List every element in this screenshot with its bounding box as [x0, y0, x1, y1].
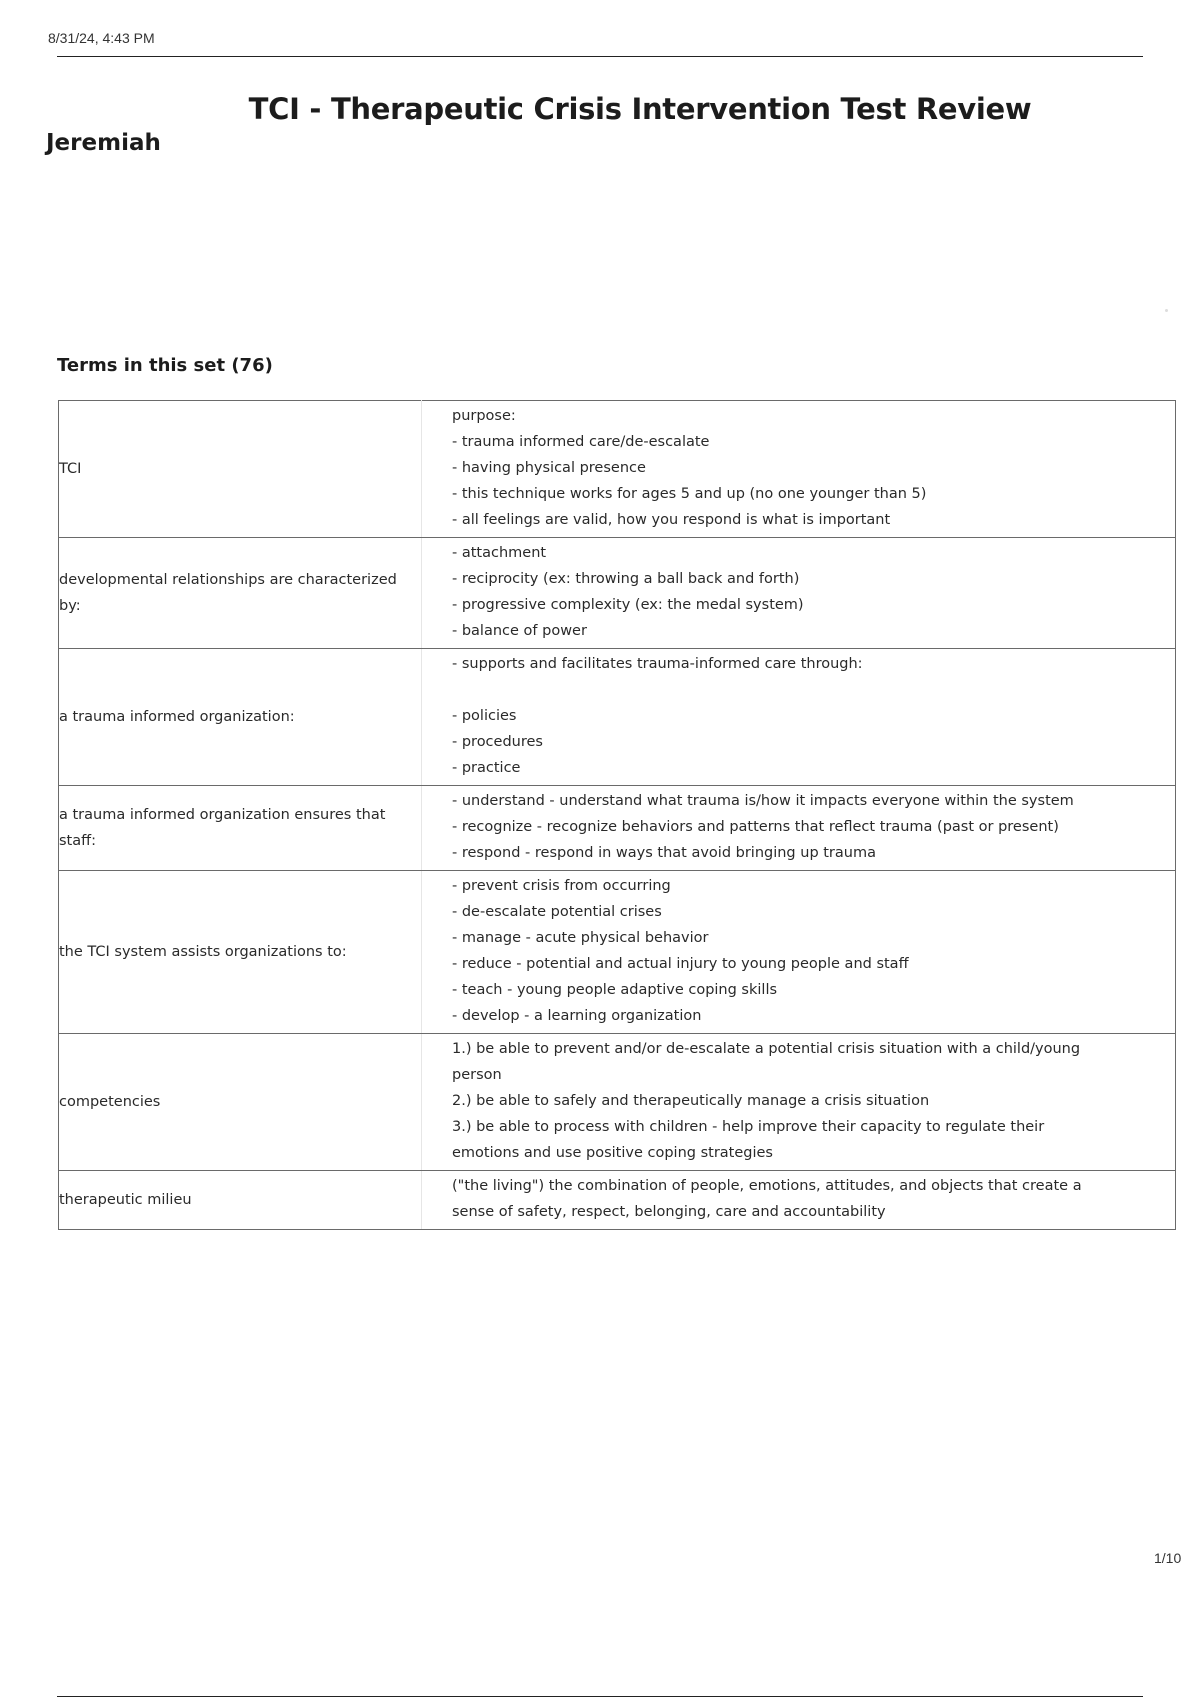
terms-count-heading: Terms in this set (76) — [57, 355, 273, 376]
definition-line: - recognize - recognize behaviors and patterns that reflect trauma (past or present) — [452, 819, 1059, 835]
term-cell: developmental relationships are characterized by: — [59, 538, 422, 649]
term-row — [59, 871, 1176, 1034]
definition-line: 2.) be able to safely and therapeutically manage a crisis situation — [452, 1093, 930, 1109]
term-cell: TCI — [59, 401, 422, 538]
definition-line: - procedures — [452, 734, 543, 750]
definition-line: - manage - acute physical behavior — [452, 930, 709, 946]
definition-line: - prevent crisis from occurring — [452, 878, 671, 894]
print-datetime: 8/31/24, 4:43 PM — [48, 30, 155, 46]
definition-cell — [422, 871, 1176, 1034]
definition-line: - practice — [452, 760, 521, 776]
definition-line: - de-escalate potential crises — [452, 904, 662, 920]
definition-line: - progressive complexity (ex: the medal system) — [452, 597, 804, 613]
term-row — [59, 786, 1176, 871]
definition-cell — [422, 786, 1176, 871]
definition-line: ("the living") the combination of people, emotions, attitudes, and objects that create a sense of safety, respect, belonging, care and accountability — [452, 1178, 1082, 1220]
term-cell: a trauma informed organization: — [59, 649, 422, 786]
definition-blank-line — [452, 677, 1115, 703]
term-row — [59, 1171, 1176, 1230]
definition-line: - policies — [452, 708, 517, 724]
header-rule — [57, 56, 1143, 57]
definition-line: - this technique works for ages 5 and up (no one younger than 5) — [452, 486, 927, 502]
definition-line: - reduce - potential and actual injury to young people and staff — [452, 956, 909, 972]
term-row — [59, 401, 1176, 538]
definition-cell — [422, 1034, 1176, 1171]
definition-line: 1.) be able to prevent and/or de-escalate a potential crisis situation with a child/young person — [452, 1041, 1081, 1083]
definition-line: - balance of power — [452, 623, 587, 639]
footer-rule — [57, 1696, 1143, 1697]
term-row — [59, 538, 1176, 649]
definition-cell — [422, 649, 1176, 786]
definition-cell — [422, 401, 1176, 538]
term-row — [59, 649, 1176, 786]
term-cell: a trauma informed organization ensures that staff: — [59, 786, 422, 871]
definition-line: - understand - understand what trauma is/how it impacts everyone within the system — [452, 793, 1074, 809]
definition-cell — [422, 538, 1176, 649]
term-cell: the TCI system assists organizations to: — [59, 871, 422, 1034]
definition-line: - reciprocity (ex: throwing a ball back and forth) — [452, 571, 800, 587]
definition-line: 3.) be able to process with children - help improve their capacity to regulate their emotions and use positive coping strategies — [452, 1119, 1045, 1161]
term-cell: therapeutic milieu — [59, 1171, 422, 1230]
definition-line: - all feelings are valid, how you respond is what is important — [452, 512, 891, 528]
page-number: 1/10 — [1154, 1550, 1182, 1566]
definition-line: - having physical presence — [452, 460, 646, 476]
term-cell: competencies — [59, 1034, 422, 1171]
definition-line: purpose: — [452, 408, 516, 424]
definition-line: - develop - a learning organization — [452, 1008, 702, 1024]
page-title: TCI - Therapeutic Crisis Intervention Test Review — [248, 92, 1032, 126]
definition-line: - trauma informed care/de-escalate — [452, 434, 710, 450]
stray-dot-mark — [1165, 309, 1168, 312]
definition-cell — [422, 1171, 1176, 1230]
terms-table — [58, 400, 1176, 1230]
author-name: Jeremiah — [46, 130, 161, 156]
definition-line: - respond - respond in ways that avoid bringing up trauma — [452, 845, 876, 861]
term-row — [59, 1034, 1176, 1171]
terms-table-body — [59, 401, 1176, 1230]
definition-line: - supports and facilitates trauma-informed care through: — [452, 656, 863, 672]
definition-line: - attachment — [452, 545, 547, 561]
definition-line: - teach - young people adaptive coping skills — [452, 982, 778, 998]
